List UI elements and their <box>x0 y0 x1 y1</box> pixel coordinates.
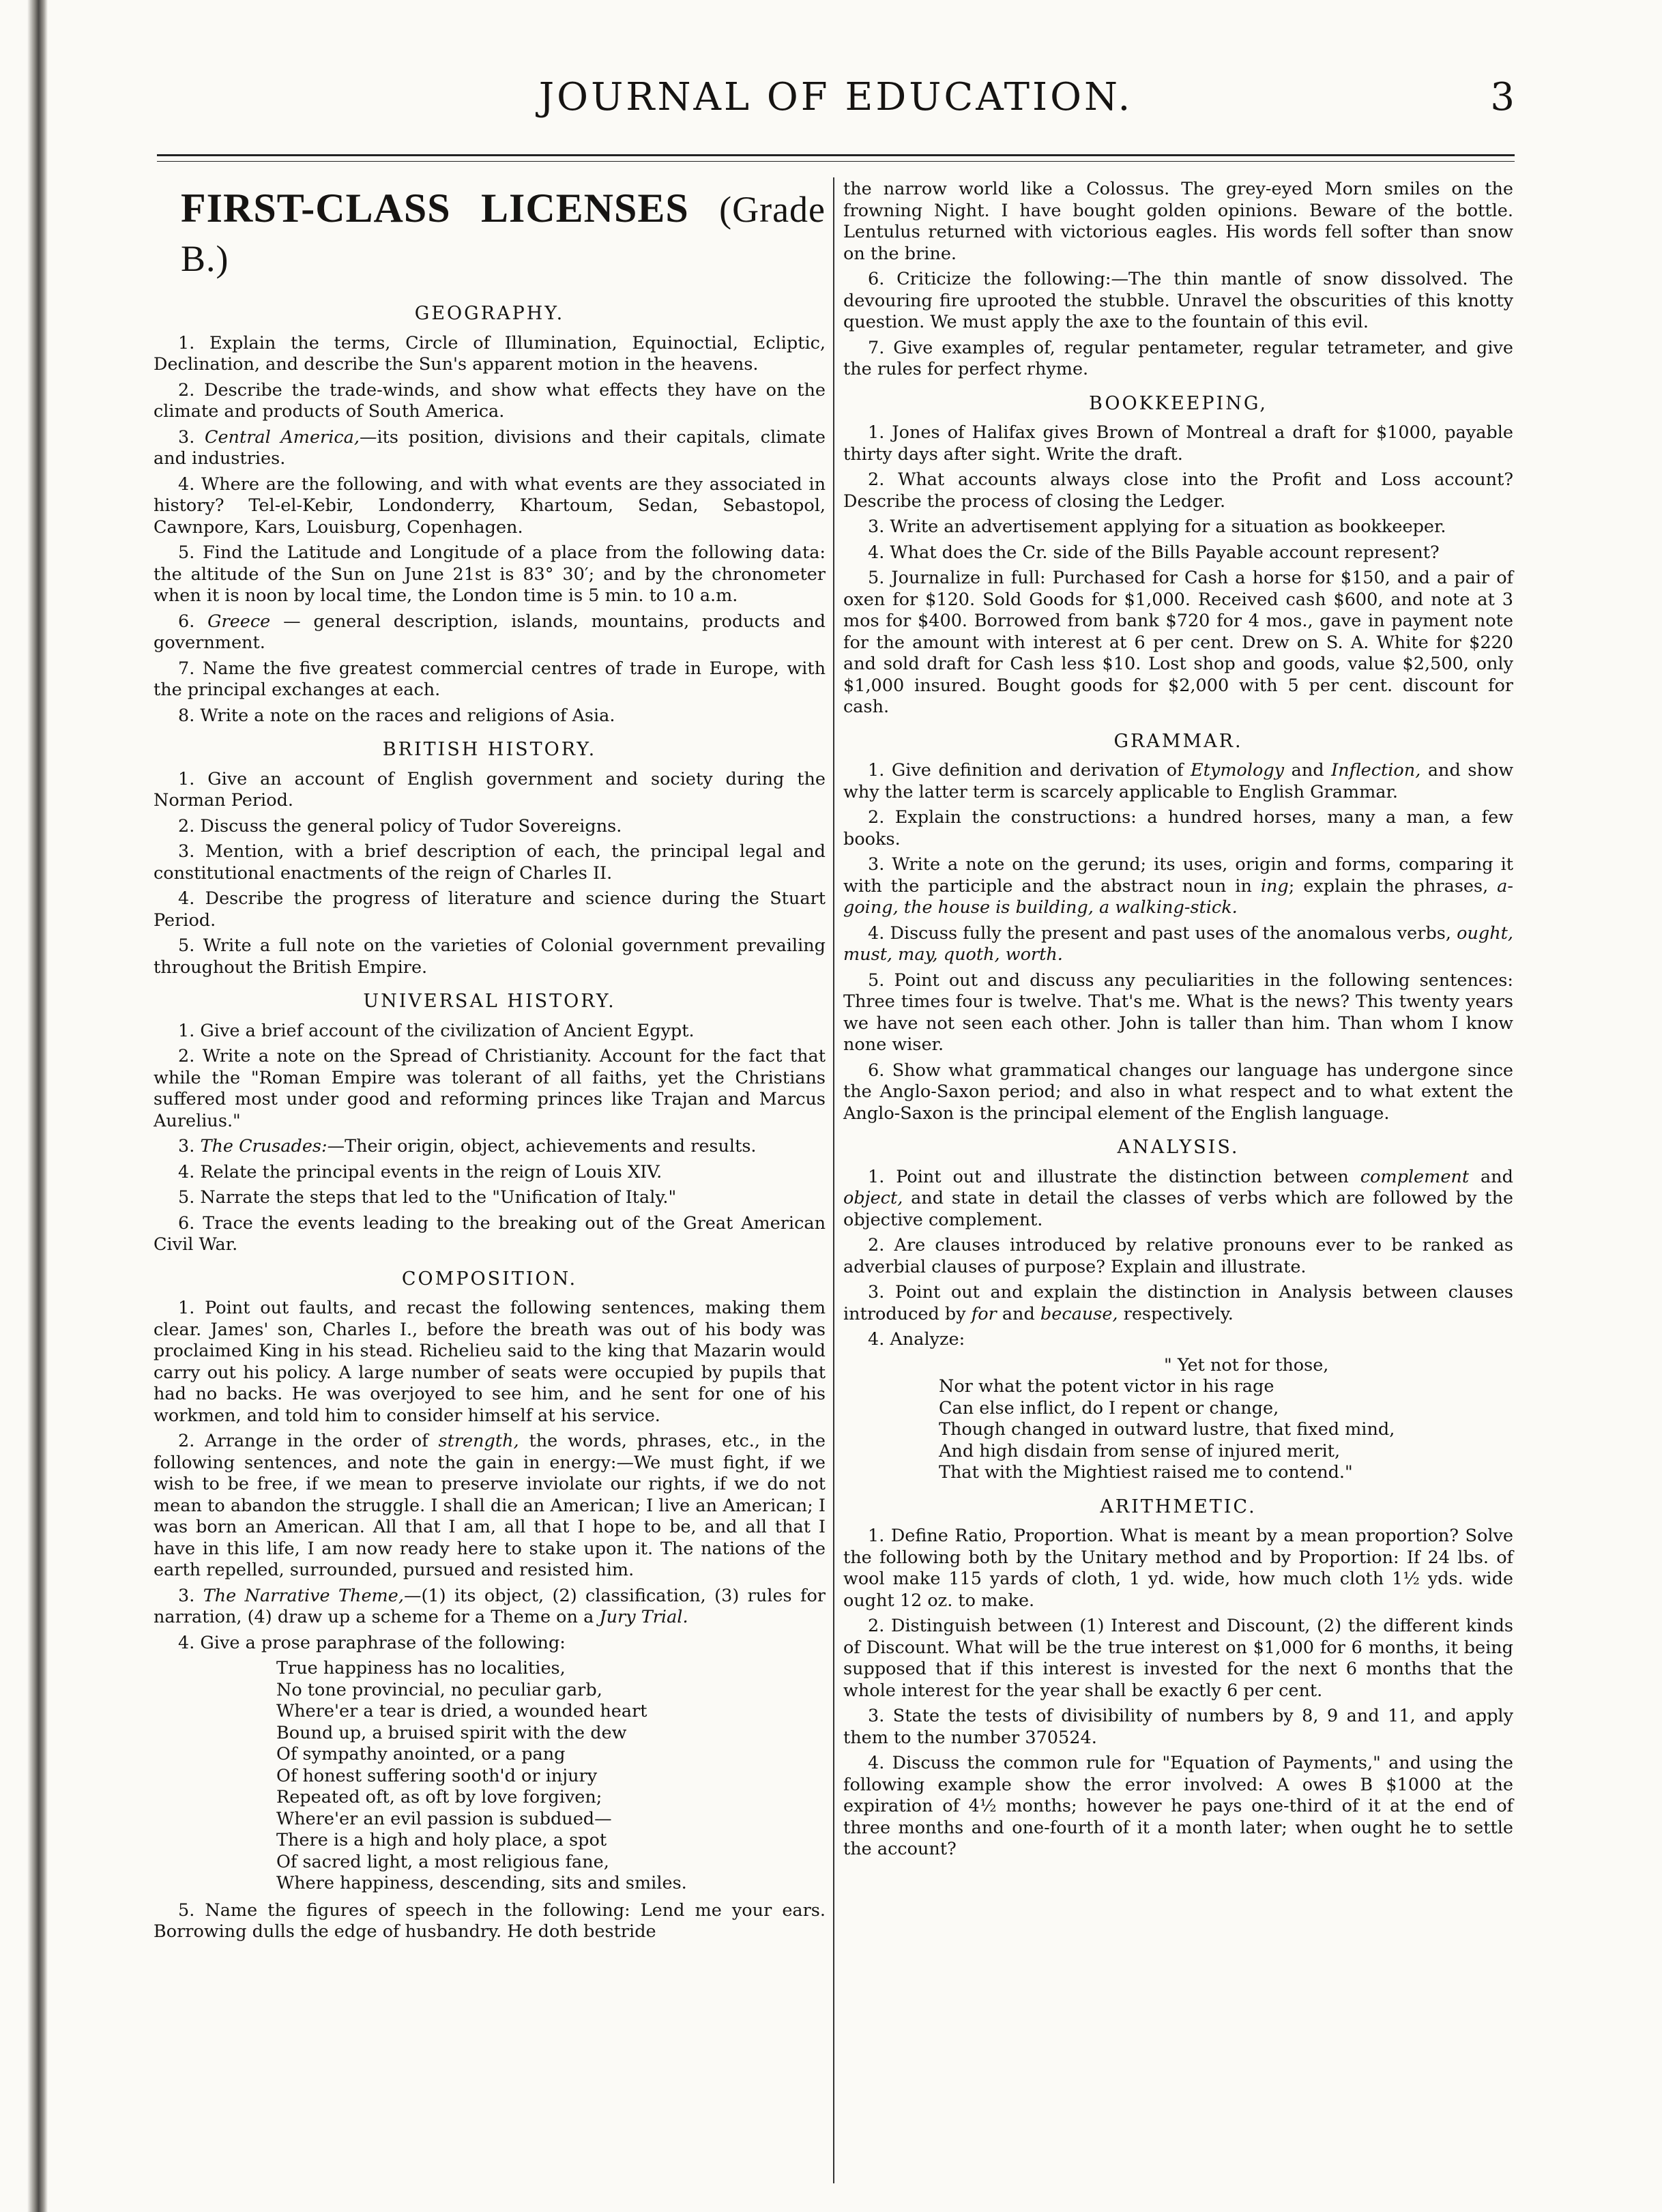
q-emphasis: object, <box>843 1188 903 1208</box>
q-text: —its position, divisions and their capitals, climate and industries. <box>154 426 826 469</box>
analysis-question-2: 2. Are clauses introduced by relative pronouns ever to be ranked as adverbial clauses of purpose? Explain and illustrate. <box>843 1235 1513 1277</box>
composition-question-5: 5. Name the figures of speech in the following: Lend me your ears. Borrowing dulls the edge of husbandry. He doth bestride <box>154 1900 826 1942</box>
q-number: 6. <box>178 611 195 632</box>
section-heading-grammar: GRAMMAR. <box>1113 730 1243 752</box>
geography-question-5: 5. Find the Latitude and Longitude of a place from the following data: the altitude of the Sun on June 21st is 83° 30′; and by the chronometer when it is noon by local time, the London time is 5 min. to 10 a.m. <box>154 542 826 606</box>
poem-line: True happiness has no localities, <box>276 1658 566 1678</box>
section-heading-universal-history: UNIVERSAL HISTORY. <box>363 991 616 1012</box>
universal-history-question-3 <box>154 1136 826 1158</box>
universal-history-question-5: 5. Narrate the steps that led to the "Unification of Italy." <box>178 1187 677 1208</box>
q-text: 3. Point out and explain the distinction in Analysis between clauses introduced by <box>843 1282 1513 1324</box>
british-history-question-1: 1. Give an account of English government and society during the Norman Period. <box>154 768 826 811</box>
q-emphasis: because, <box>1040 1303 1118 1324</box>
q-emphasis: The Crusades: <box>200 1136 327 1156</box>
q-emphasis: Etymology <box>1191 760 1285 781</box>
geography-question-7: 7. Name the five greatest commercial centres of trade in Europe, with the principal exchanges at each. <box>154 658 826 700</box>
poem-line: No tone provincial, no peculiar garb, <box>276 1679 602 1700</box>
main-title <box>181 184 826 282</box>
poem-line: Bound up, a bruised spirit with the dew <box>276 1722 627 1743</box>
section-heading-bookkeeping: BOOKKEEPING, <box>1088 392 1268 414</box>
geography-question-3 <box>154 427 826 470</box>
q-text: and <box>1002 1303 1035 1324</box>
main-title-text: FIRST-CLASS LICENSES <box>181 186 689 231</box>
section-heading-composition: COMPOSITION. <box>401 1268 578 1290</box>
q-emphasis: Jury Trial. <box>599 1607 688 1627</box>
left-column <box>154 179 826 1947</box>
composition-question-4: 4. Give a prose paraphrase of the following: <box>178 1632 566 1653</box>
grammar-question-2: 2. Explain the constructions: a hundred horses, many a man, a few books. <box>843 807 1513 849</box>
composition-question-6: 6. Criticize the following:—The thin mantle of snow dissolved. The devouring fire uprooted the stubble. Unravel the obscurities of this knotty question. We must apply the axe to the fountain of this evil. <box>843 269 1513 332</box>
q-text: 3. Write a note on the gerund; its uses, origin and forms, comparing it with the participle and the abstract noun in <box>843 854 1513 897</box>
q-emphasis: complement <box>1360 1166 1470 1187</box>
q-text: 1. Point out and illustrate the distinction between <box>868 1166 1349 1187</box>
geography-question-1: 1. Explain the terms, Circle of Illumination, Equinoctial, Ecliptic, Declination, and describe the Sun's apparent motion in the heavens. <box>154 332 826 375</box>
bookkeeping-question-1: 1. Jones of Halifax gives Brown of Montreal a draft for $1000, payable thirty days after sight. Write the draft. <box>843 422 1513 465</box>
q-text: and <box>1291 760 1324 781</box>
poem-true-happiness <box>154 1658 826 1895</box>
grammar-question-3 <box>843 854 1513 919</box>
composition-question-1: 1. Point out faults, and recast the following sentences, making them clear. James' son, Charles I., before the breath was out of his body was proclaimed King in his stead. Richelieu said to the king that Mazarin would carry out his policy. A large number of seats were occupied by pupils that had no backs. He was overjoyed to see him, and he sent for one of his workmen, and told him to consider himself at his service. <box>154 1298 826 1426</box>
header-rule-bottom <box>157 161 1515 162</box>
poem-line: And high disdain from sense of injured merit, <box>939 1440 1341 1461</box>
q-emphasis: a-going, the house is building, a walking-stick. <box>843 875 1513 918</box>
poem-line: Where'er a tear is dried, a wounded heart <box>276 1701 647 1721</box>
poem-line: Can else inflict, do I repent or change, <box>939 1397 1279 1418</box>
british-history-question-5: 5. Write a full note on the varieties of Colonial government prevailing throughout the British Empire. <box>154 935 826 978</box>
universal-history-question-4: 4. Relate the principal events in the reign of Louis XIV. <box>178 1161 662 1182</box>
geography-question-4: 4. Where are the following, and with what events are they associated in history? Tel-el-Kebir, Londonderry, Khartoum, Sedan, Sebastopol, Cawnpore, Kars, Louisburg, Copenhagen. <box>154 474 826 538</box>
q-text: 2. Arrange in the order of <box>178 1431 428 1451</box>
q-text: and state in detail the classes of verbs which are followed by the objective complement. <box>843 1188 1513 1230</box>
q-emphasis: Greece <box>207 611 271 632</box>
section-heading-british-history: BRITISH HISTORY. <box>382 739 597 760</box>
right-column <box>843 179 1513 1865</box>
column-divider <box>833 177 834 2183</box>
q-emphasis: ing <box>1260 875 1289 897</box>
q-text: the words, phrases, etc., in the following sentences, and note the gain in energy:—We must fight, if we wish to be free, if we mean to preserve inviolate our rights, if we do not mean to abandon the struggle. I shall die an American; I live an American; I was born an American. All that I am, all that I hope to be, and all that I have in this life, I am now ready here to stake upon it. The nations of the earth repelled, surrounded, pursued and resisted him. <box>154 1431 826 1580</box>
q-emphasis: Inflection, <box>1331 760 1421 781</box>
q-emphasis: Central America, <box>204 426 360 448</box>
poem-line: Nor what the potent victor in his rage <box>939 1376 1274 1397</box>
q-emphasis: The Narrative Theme, <box>203 1585 404 1606</box>
section-heading-arithmetic: ARITHMETIC. <box>1100 1496 1257 1517</box>
composition-continued: the narrow world like a Colossus. The grey-eyed Morn smiles on the frowning Night. I have bought golden opinions. Beware of the bottle. Lentulus returned with victorious eagles. His words fell softer than snow on the brine. <box>843 179 1513 264</box>
header-rule-top <box>157 154 1515 156</box>
poem-line: Though changed in outward lustre, that fixed mind, <box>939 1419 1395 1440</box>
poem-line: Of honest suffering sooth'd or injury <box>276 1765 598 1786</box>
poem-line: Repeated oft, as oft by love forgiven; <box>276 1787 602 1807</box>
q-text: —(1) its object, (2) classification, (3) rules for narration, (4) draw up a scheme for a Theme on a <box>154 1585 826 1627</box>
grammar-question-6: 6. Show what grammatical changes our language has undergone since the Anglo-Saxon period; and also in what respect and to what extent the Anglo-Saxon is the principal element of the English language. <box>843 1060 1513 1124</box>
geography-question-8: 8. Write a note on the races and religions of Asia. <box>178 705 615 726</box>
bookkeeping-question-5: 5. Journalize in full: Purchased for Cash a horse for $150, and a pair of oxen for $120. Sold Goods for $1,000. Received cash $600, and note at 3 mos for $400. Borrowed from bank $720 for 4 mos., gave in payment note for the amount with interest at 6 per cent. Drew on S. A. White for $220 and sold draft for Cash less $10. Lost shop and goods, value $2,500, only $1,000 insured. Bought goods for $2,000 with 5 per cent. discount for cash. <box>843 568 1513 717</box>
grammar-question-5: 5. Point out and discuss any peculiarities in the following sentences: Three times four is twelve. That's me. What is the news? This twenty years we have not seen each other. John is taller than him. Than whom I know none wiser. <box>843 970 1513 1055</box>
analysis-question-1 <box>843 1167 1513 1232</box>
poem-line: Of sacred light, a most religious fane, <box>276 1851 609 1872</box>
universal-history-question-1: 1. Give a brief account of the civilization of Ancient Egypt. <box>178 1020 695 1041</box>
section-heading-analysis: ANALYSIS. <box>1117 1137 1240 1158</box>
section-heading-geography: GEOGRAPHY. <box>414 303 565 324</box>
poem-line: " Yet not for those, <box>1164 1354 1329 1376</box>
bookkeeping-question-3: 3. Write an advertisement applying for a situation as bookkeeper. <box>868 516 1446 537</box>
composition-question-3 <box>154 1586 826 1629</box>
q-emphasis: ought, must, may, quoth, worth. <box>843 922 1513 965</box>
main-title-grade: (Grade B.) <box>181 189 826 279</box>
running-header <box>157 75 1515 136</box>
q-text: 4. Discuss fully the present and past uses of the anomalous verbs, <box>868 922 1451 944</box>
analysis-question-3 <box>843 1282 1513 1325</box>
universal-history-question-6: 6. Trace the events leading to the breaking out of the Great American Civil War. <box>154 1212 826 1255</box>
bookkeeping-question-2: 2. What accounts always close into the Profit and Loss account? Describe the process of closing the Ledger. <box>843 469 1513 512</box>
arithmetic-question-1: 1. Define Ratio, Proportion. What is meant by a mean proportion? Solve the following both by the Unitary method and by Proportion: If 24 lbs. of wool make 115 yards of cloth, 1 yd. wide, how much cloth 1½ yds. wide ought 12 oz. to make. <box>843 1526 1513 1611</box>
q-text: — general description, islands, mountains, products and government. <box>154 611 826 653</box>
geography-question-6 <box>154 611 826 654</box>
journal-title: JOURNAL OF EDUCATION. <box>538 75 1133 119</box>
british-history-question-4: 4. Describe the progress of literature and science during the Stuart Period. <box>154 888 826 931</box>
analysis-question-4: 4. Analyze: <box>868 1329 965 1350</box>
poem-line: Where'er an evil passion is subdued— <box>276 1808 612 1829</box>
poem-paradise-lost <box>843 1355 1513 1484</box>
page-number: 3 <box>1490 75 1515 119</box>
q-text: ; explain the phrases, <box>1288 875 1489 897</box>
british-history-question-2: 2. Discuss the general policy of Tudor Sovereigns. <box>178 815 622 836</box>
poem-line: There is a high and holy place, a spot <box>276 1830 607 1850</box>
q-text: and show why the latter term is scarcely applicable to English Grammar. <box>843 760 1514 802</box>
poem-line: Of sympathy anointed, or a pang <box>276 1744 566 1764</box>
q-emphasis: for <box>971 1303 997 1324</box>
q-number: 3. <box>178 426 195 448</box>
geography-question-2: 2. Describe the trade-winds, and show what effects they have on the climate and products of South America. <box>154 379 826 422</box>
arithmetic-question-4: 4. Discuss the common rule for "Equation of Payments," and using the following example show the error involved: A owes B $1000 at the expiration of 4½ months; however he pays one-third of it at the end of three months and one-fourth of it a month later; when ought he to settle the account? <box>843 1753 1513 1859</box>
q-number: 3. <box>178 1585 195 1606</box>
q-emphasis: strength, <box>438 1431 519 1451</box>
grammar-question-1 <box>843 760 1513 803</box>
poem-line: Where happiness, descending, sits and smiles. <box>276 1873 687 1893</box>
bookkeeping-question-4: 4. What does the Cr. side of the Bills Payable account represent? <box>868 542 1440 563</box>
q-text: —Their origin, object, achievements and results. <box>327 1136 757 1156</box>
british-history-question-3: 3. Mention, with a brief description of each, the principal legal and constitutional enactments of the reign of Charles II. <box>154 841 826 884</box>
composition-question-2 <box>154 1431 826 1582</box>
poem-line: That with the Mightiest raised me to contend." <box>939 1462 1353 1483</box>
q-text: and <box>1481 1166 1513 1187</box>
q-text: 1. Give definition and derivation of <box>868 760 1184 781</box>
q-text: respectively. <box>1123 1303 1234 1324</box>
q-number: 3. <box>178 1136 195 1156</box>
page-binding-edge <box>27 0 48 2212</box>
universal-history-question-2: 2. Write a note on the Spread of Christianity. Account for the fact that while the "Roman Empire was tolerant of all faiths, yet the Christians suffered most under good and reforming princes like Trajan and Marcus Aurelius." <box>154 1046 826 1131</box>
arithmetic-question-3: 3. State the tests of divisibility of numbers by 8, 9 and 11, and apply them to the number 370524. <box>843 1706 1513 1748</box>
grammar-question-4 <box>843 923 1513 966</box>
arithmetic-question-2: 2. Distinguish between (1) Interest and Discount, (2) the different kinds of Discount. What will be the true interest on $1,000 for 6 months, it being supposed that if this interest is invested for the next 6 months that the whole interest for the year shall be exactly 6 per cent. <box>843 1616 1513 1701</box>
composition-question-7: 7. Give examples of, regular pentameter, regular tetrameter, and give the rules for perfect rhyme. <box>843 337 1513 379</box>
